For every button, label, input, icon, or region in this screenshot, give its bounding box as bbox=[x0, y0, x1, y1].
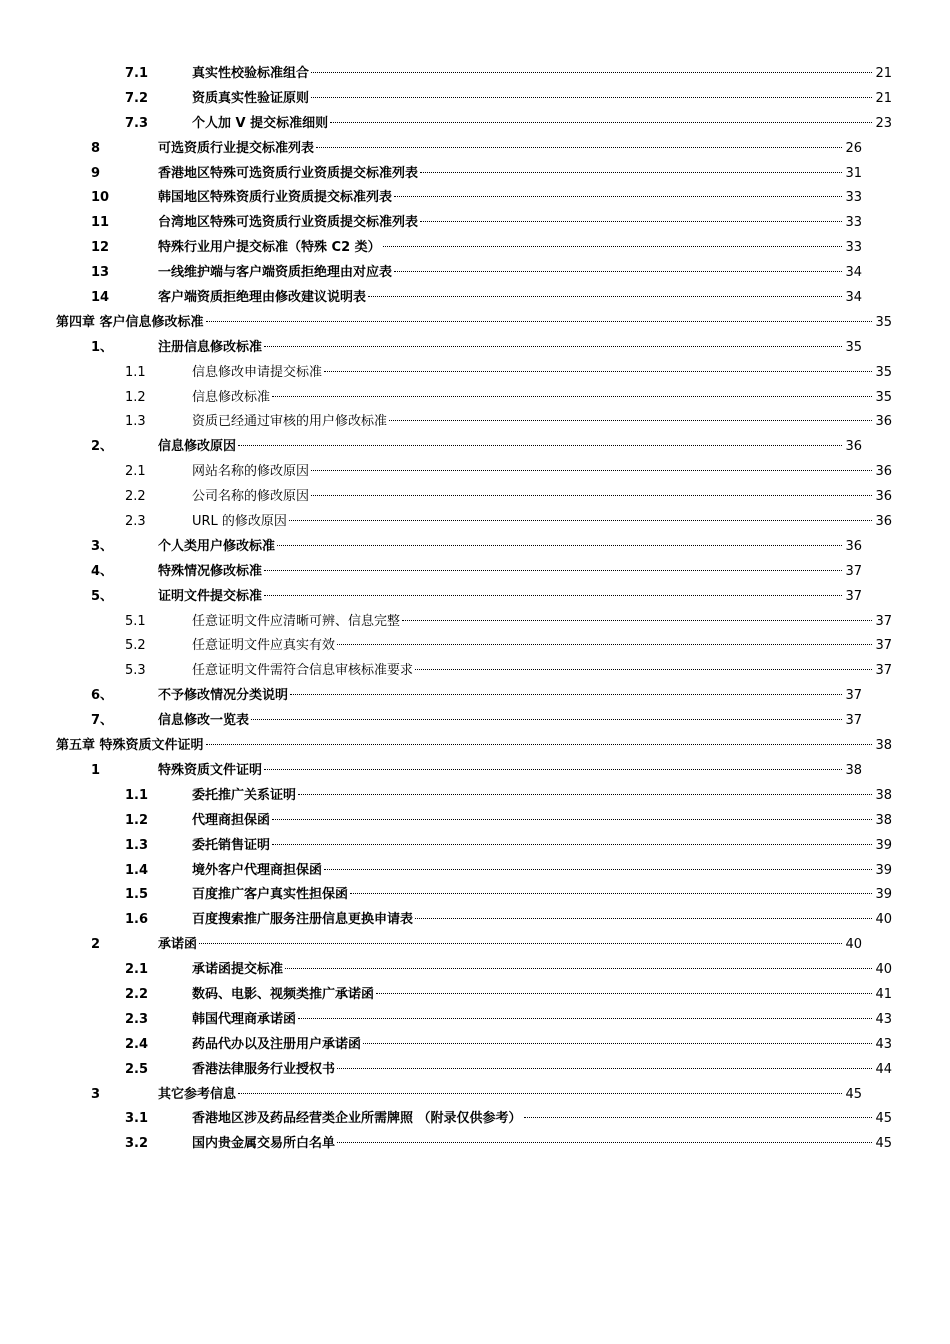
toc-entry[interactable] bbox=[0, 908, 950, 933]
toc-entry-number: 9 bbox=[91, 165, 101, 181]
toc-entry-title: 真实性校验标准组合 bbox=[192, 66, 310, 81]
toc-entry-line bbox=[192, 784, 892, 809]
toc-entry-page: 35 bbox=[875, 389, 892, 405]
toc-entry-number: 5.1 bbox=[125, 613, 146, 629]
dot-leader bbox=[290, 694, 842, 695]
toc-entry-title: 客户端资质拒绝理由修改建议说明表 bbox=[158, 290, 367, 306]
dot-leader bbox=[272, 844, 872, 845]
dot-leader bbox=[264, 346, 842, 347]
toc-entry-number: 1.2 bbox=[125, 812, 149, 828]
dot-leader bbox=[324, 869, 872, 870]
toc-entry-title: 信息修改标准 bbox=[192, 389, 271, 405]
dot-leader bbox=[298, 794, 872, 795]
toc-entry-title: 国内贵金属交易所白名单 bbox=[192, 1136, 336, 1152]
toc-entry-title: 可选资质行业提交标准列表 bbox=[158, 140, 315, 156]
dot-leader bbox=[264, 570, 842, 571]
toc-entry-number: 1.1 bbox=[125, 364, 146, 380]
dot-leader bbox=[311, 97, 872, 98]
toc-entry-page: 33 bbox=[845, 240, 862, 256]
toc-entry-line bbox=[192, 112, 892, 137]
toc-entry-line bbox=[192, 386, 892, 411]
toc-entry-title: 百度推广客户真实性担保函 bbox=[192, 887, 349, 903]
toc-entry-title: 个人类用户修改标准 bbox=[158, 538, 276, 554]
toc-entry-title: 任意证明文件应真实有效 bbox=[192, 638, 336, 654]
toc-entry-number: 1.3 bbox=[125, 414, 146, 430]
toc-entry-page: 26 bbox=[845, 140, 862, 156]
dot-leader bbox=[316, 147, 842, 148]
toc-entry-title: 委托销售证明 bbox=[192, 837, 271, 853]
toc-entry-page: 39 bbox=[875, 862, 892, 878]
toc-entry-title: 资质已经通过审核的用户修改标准 bbox=[192, 414, 388, 430]
toc-entry[interactable] bbox=[0, 933, 950, 958]
toc-entry-title: 第五章 特殊资质文件证明 bbox=[56, 738, 204, 754]
toc-entry-line bbox=[192, 958, 892, 983]
toc-entry-title: 台湾地区特殊可选资质行业资质提交标准列表 bbox=[158, 215, 419, 231]
dot-leader bbox=[394, 271, 842, 272]
dot-leader bbox=[363, 1043, 872, 1044]
toc-entry-title: URL 的修改原因 bbox=[192, 514, 287, 530]
toc-entry-page: 37 bbox=[875, 638, 892, 654]
toc-entry-title: 香港法律服务行业授权书 bbox=[192, 1061, 336, 1077]
dot-leader bbox=[402, 620, 872, 621]
toc-entry[interactable] bbox=[0, 883, 950, 908]
dot-leader bbox=[264, 595, 842, 596]
toc-entry-number: 13 bbox=[91, 265, 110, 281]
toc-entry[interactable] bbox=[0, 162, 950, 187]
toc-entry-page: 35 bbox=[845, 339, 862, 355]
toc-entry-line bbox=[158, 585, 862, 610]
dot-leader bbox=[337, 1142, 872, 1143]
toc-entry-line bbox=[192, 883, 892, 908]
toc-entry-number: 14 bbox=[91, 290, 110, 306]
toc-entry-title: 第四章 客户信息修改标准 bbox=[56, 314, 204, 330]
toc-entry-title: 承诺函 bbox=[158, 937, 198, 953]
toc-entry-number: 2.2 bbox=[125, 489, 146, 505]
dot-leader bbox=[277, 545, 842, 546]
toc-entry-line bbox=[158, 535, 862, 560]
toc-entry-number: 3 bbox=[91, 1086, 101, 1102]
toc-entry-title: 承诺函提交标准 bbox=[192, 962, 284, 978]
toc-entry-page: 36 bbox=[875, 414, 892, 430]
toc-entry-title: 韩国代理商承诺函 bbox=[192, 1011, 297, 1027]
toc-entry-line bbox=[192, 859, 892, 884]
toc-entry-title: 其它参考信息 bbox=[158, 1086, 237, 1102]
toc-entry-title: 代理商担保函 bbox=[192, 812, 271, 828]
toc-entry-title: 网站名称的修改原因 bbox=[192, 464, 310, 480]
toc-entry-number: 5、 bbox=[91, 588, 114, 604]
toc-entry-page: 35 bbox=[875, 314, 892, 330]
toc-entry-number: 7.2 bbox=[125, 90, 149, 106]
toc-entry-line bbox=[158, 137, 862, 162]
toc-entry[interactable] bbox=[0, 1083, 950, 1108]
toc-entry-line bbox=[192, 485, 892, 510]
dot-leader bbox=[311, 72, 872, 73]
dot-leader bbox=[264, 769, 842, 770]
dot-leader bbox=[238, 1093, 842, 1094]
toc-entry-title: 香港地区特殊可选资质行业资质提交标准列表 bbox=[158, 165, 419, 181]
toc-entry-page: 21 bbox=[875, 90, 892, 106]
toc-entry-number: 1.5 bbox=[125, 887, 149, 903]
toc-entry-page: 37 bbox=[845, 688, 862, 704]
toc-entry-line bbox=[158, 684, 862, 709]
toc-entry[interactable] bbox=[0, 834, 950, 859]
dot-leader bbox=[337, 1068, 872, 1069]
toc-entry-number: 3.2 bbox=[125, 1136, 149, 1152]
dot-leader bbox=[368, 296, 842, 297]
toc-entry-number: 7、 bbox=[91, 713, 114, 729]
toc-entry-title: 个人加 V 提交标准细则 bbox=[192, 115, 329, 131]
toc-entry[interactable] bbox=[0, 336, 950, 361]
toc-entry-number: 5.3 bbox=[125, 663, 146, 679]
toc-entry-number: 7.3 bbox=[125, 115, 149, 131]
toc-entry-page: 34 bbox=[845, 290, 862, 306]
toc-entry-number: 1 bbox=[91, 762, 101, 778]
toc-entry-number: 2 bbox=[91, 937, 101, 953]
toc-entry[interactable] bbox=[0, 535, 950, 560]
table-of-contents bbox=[0, 62, 950, 1157]
toc-entry[interactable] bbox=[0, 62, 950, 87]
toc-entry[interactable] bbox=[0, 311, 950, 336]
toc-entry-line bbox=[192, 834, 892, 859]
dot-leader bbox=[206, 321, 873, 322]
toc-entry-title: 一线维护端与客户端资质拒绝理由对应表 bbox=[158, 265, 393, 281]
dot-leader bbox=[272, 819, 872, 820]
dot-leader bbox=[389, 420, 872, 421]
toc-entry-line bbox=[192, 1008, 892, 1033]
toc-entry[interactable] bbox=[0, 410, 950, 435]
dot-leader bbox=[251, 719, 842, 720]
dot-leader bbox=[285, 968, 872, 969]
toc-entry[interactable] bbox=[0, 634, 950, 659]
toc-entry[interactable] bbox=[0, 186, 950, 211]
toc-entry-line bbox=[192, 610, 892, 635]
toc-entry[interactable] bbox=[0, 1132, 950, 1157]
toc-entry-page: 43 bbox=[875, 1011, 892, 1027]
toc-entry-title: 数码、电影、视频类推广承诺函 bbox=[192, 986, 375, 1002]
toc-entry-number: 5.2 bbox=[125, 638, 146, 654]
dot-leader bbox=[289, 520, 873, 521]
toc-entry-page: 35 bbox=[875, 364, 892, 380]
toc-entry-line bbox=[192, 510, 892, 535]
toc-entry-page: 37 bbox=[845, 588, 862, 604]
toc-entry-page: 37 bbox=[845, 713, 862, 729]
dot-leader bbox=[350, 893, 872, 894]
toc-entry-number: 1.3 bbox=[125, 837, 149, 853]
toc-entry-title: 信息修改一览表 bbox=[158, 713, 250, 729]
dot-leader bbox=[272, 396, 872, 397]
dot-leader bbox=[524, 1117, 873, 1118]
toc-entry-title: 韩国地区特殊资质行业资质提交标准列表 bbox=[158, 190, 393, 206]
toc-entry-page: 21 bbox=[875, 66, 892, 81]
toc-entry-page: 43 bbox=[875, 1036, 892, 1052]
toc-entry-number: 8 bbox=[91, 140, 101, 156]
toc-entry-number: 2.1 bbox=[125, 962, 149, 978]
toc-entry[interactable] bbox=[0, 435, 950, 460]
dot-leader bbox=[420, 221, 842, 222]
toc-entry-page: 37 bbox=[875, 613, 892, 629]
toc-entry[interactable] bbox=[0, 809, 950, 834]
toc-entry-number: 2、 bbox=[91, 439, 114, 455]
toc-entry-page: 39 bbox=[875, 837, 892, 853]
toc-entry-title: 特殊资质文件证明 bbox=[158, 762, 263, 778]
toc-entry-title: 任意证明文件应清晰可辨、信息完整 bbox=[192, 613, 401, 629]
toc-entry-page: 36 bbox=[845, 538, 862, 554]
toc-entry-number: 12 bbox=[91, 240, 110, 256]
toc-entry-line bbox=[192, 361, 892, 386]
toc-entry[interactable] bbox=[0, 460, 950, 485]
toc-entry-number: 3.1 bbox=[125, 1111, 149, 1127]
dot-leader bbox=[415, 669, 872, 670]
dot-leader bbox=[394, 196, 842, 197]
toc-entry-line bbox=[192, 983, 892, 1008]
toc-entry-number: 1.2 bbox=[125, 389, 146, 405]
toc-entry-title: 境外客户代理商担保函 bbox=[192, 862, 323, 878]
toc-entry-page: 38 bbox=[845, 762, 862, 778]
toc-entry-number: 7.1 bbox=[125, 66, 149, 81]
toc-entry-number: 1.6 bbox=[125, 912, 149, 928]
dot-leader bbox=[311, 495, 872, 496]
toc-entry[interactable] bbox=[0, 684, 950, 709]
toc-entry[interactable] bbox=[0, 859, 950, 884]
toc-entry-page: 38 bbox=[875, 787, 892, 803]
dot-leader bbox=[337, 644, 872, 645]
toc-entry-line bbox=[158, 933, 862, 958]
toc-entry-line bbox=[158, 1083, 862, 1108]
toc-entry[interactable] bbox=[0, 211, 950, 236]
toc-entry-number: 1、 bbox=[91, 339, 114, 355]
toc-entry-title: 香港地区涉及药品经营类企业所需牌照 （附录仅供参考） bbox=[192, 1111, 522, 1127]
toc-entry-page: 36 bbox=[845, 439, 862, 455]
toc-entry-line bbox=[158, 236, 862, 261]
toc-entry-page: 45 bbox=[875, 1111, 892, 1127]
toc-entry-line bbox=[158, 261, 862, 286]
toc-entry[interactable] bbox=[0, 137, 950, 162]
toc-entry-line bbox=[56, 734, 892, 759]
dot-leader bbox=[324, 371, 872, 372]
toc-entry-number: 6、 bbox=[91, 688, 114, 704]
toc-entry[interactable] bbox=[0, 1058, 950, 1083]
toc-entry-page: 37 bbox=[875, 663, 892, 679]
toc-entry-line bbox=[192, 410, 892, 435]
toc-entry[interactable] bbox=[0, 510, 950, 535]
toc-entry-line bbox=[192, 1107, 892, 1132]
dot-leader bbox=[330, 122, 872, 123]
toc-entry-title: 特殊情况修改标准 bbox=[158, 563, 263, 579]
toc-entry-number: 1.4 bbox=[125, 862, 149, 878]
toc-entry-line bbox=[192, 1033, 892, 1058]
toc-entry[interactable] bbox=[0, 759, 950, 784]
toc-entry-title: 注册信息修改标准 bbox=[158, 339, 263, 355]
toc-entry-line bbox=[192, 659, 892, 684]
toc-entry-line bbox=[158, 186, 862, 211]
toc-entry-number: 11 bbox=[91, 215, 110, 231]
toc-entry-number: 2.3 bbox=[125, 514, 146, 530]
toc-entry-page: 39 bbox=[875, 887, 892, 903]
toc-entry-number: 3、 bbox=[91, 538, 114, 554]
toc-entry[interactable] bbox=[0, 1033, 950, 1058]
toc-entry-line bbox=[158, 709, 862, 734]
toc-entry-number: 2.5 bbox=[125, 1061, 149, 1077]
toc-entry-title: 信息修改原因 bbox=[158, 439, 237, 455]
dot-leader bbox=[238, 445, 842, 446]
toc-entry-line bbox=[158, 211, 862, 236]
toc-entry[interactable] bbox=[0, 286, 950, 311]
toc-entry-line bbox=[192, 908, 892, 933]
toc-entry-page: 34 bbox=[845, 265, 862, 281]
toc-entry-title: 证明文件提交标准 bbox=[158, 588, 263, 604]
toc-entry-title: 信息修改申请提交标准 bbox=[192, 364, 323, 380]
toc-entry-number: 2.4 bbox=[125, 1036, 149, 1052]
toc-entry-number: 1.1 bbox=[125, 787, 149, 803]
toc-entry-number: 4、 bbox=[91, 563, 114, 579]
dot-leader bbox=[376, 993, 872, 994]
dot-leader bbox=[206, 744, 873, 745]
toc-entry-page: 38 bbox=[875, 812, 892, 828]
toc-entry-title: 特殊行业用户提交标准（特殊 C2 类） bbox=[158, 240, 381, 256]
toc-entry-title: 任意证明文件需符合信息审核标准要求 bbox=[192, 663, 414, 679]
toc-entry-page: 31 bbox=[845, 165, 862, 181]
toc-entry[interactable] bbox=[0, 485, 950, 510]
dot-leader bbox=[199, 943, 842, 944]
toc-entry[interactable] bbox=[0, 1008, 950, 1033]
toc-entry-number: 2.3 bbox=[125, 1011, 149, 1027]
toc-entry-title: 药品代办以及注册用户承诺函 bbox=[192, 1036, 362, 1052]
toc-entry[interactable] bbox=[0, 560, 950, 585]
toc-entry[interactable] bbox=[0, 87, 950, 112]
dot-leader bbox=[415, 918, 872, 919]
toc-entry-line bbox=[192, 1132, 892, 1157]
toc-entry-line bbox=[158, 336, 862, 361]
toc-entry-line bbox=[56, 311, 892, 336]
toc-entry-page: 33 bbox=[845, 190, 862, 206]
toc-entry-page: 23 bbox=[875, 115, 892, 131]
toc-entry-page: 45 bbox=[875, 1136, 892, 1152]
toc-entry-number: 2.2 bbox=[125, 986, 149, 1002]
toc-entry-line bbox=[192, 62, 892, 87]
dot-leader bbox=[311, 470, 872, 471]
toc-entry-title: 百度搜索推广服务注册信息更换申请表 bbox=[192, 912, 414, 928]
dot-leader bbox=[420, 172, 842, 173]
toc-entry-line bbox=[158, 560, 862, 585]
toc-entry-line bbox=[158, 286, 862, 311]
dot-leader bbox=[298, 1018, 872, 1019]
toc-entry-page: 40 bbox=[875, 912, 892, 928]
toc-entry-page: 45 bbox=[845, 1086, 862, 1102]
toc-entry[interactable] bbox=[0, 261, 950, 286]
toc-entry[interactable] bbox=[0, 734, 950, 759]
toc-entry[interactable] bbox=[0, 610, 950, 635]
toc-entry-page: 44 bbox=[875, 1061, 892, 1077]
toc-entry-page: 38 bbox=[875, 738, 892, 754]
toc-entry-line bbox=[192, 460, 892, 485]
toc-entry[interactable] bbox=[0, 983, 950, 1008]
toc-entry-title: 不予修改情况分类说明 bbox=[158, 688, 289, 704]
toc-entry-line bbox=[158, 759, 862, 784]
toc-entry-title: 资质真实性验证原则 bbox=[192, 90, 310, 106]
toc-entry-page: 36 bbox=[875, 489, 892, 505]
toc-entry[interactable] bbox=[0, 958, 950, 983]
toc-entry[interactable] bbox=[0, 386, 950, 411]
toc-entry[interactable] bbox=[0, 709, 950, 734]
toc-entry-title: 委托推广关系证明 bbox=[192, 787, 297, 803]
dot-leader bbox=[383, 246, 843, 247]
toc-entry-page: 40 bbox=[845, 937, 862, 953]
toc-entry[interactable] bbox=[0, 1107, 950, 1132]
toc-entry-page: 41 bbox=[875, 986, 892, 1002]
toc-entry-page: 36 bbox=[875, 464, 892, 480]
toc-entry-line bbox=[192, 87, 892, 112]
toc-entry-page: 36 bbox=[875, 514, 892, 530]
toc-entry[interactable] bbox=[0, 361, 950, 386]
toc-entry-line bbox=[158, 162, 862, 187]
toc-entry-number: 10 bbox=[91, 190, 110, 206]
toc-entry[interactable] bbox=[0, 585, 950, 610]
toc-entry[interactable] bbox=[0, 784, 950, 809]
toc-entry-number: 2.1 bbox=[125, 464, 146, 480]
toc-entry[interactable] bbox=[0, 236, 950, 261]
toc-entry-title: 公司名称的修改原因 bbox=[192, 489, 310, 505]
toc-entry[interactable] bbox=[0, 112, 950, 137]
toc-entry-line bbox=[158, 435, 862, 460]
toc-entry[interactable] bbox=[0, 659, 950, 684]
toc-entry-line bbox=[192, 1058, 892, 1083]
toc-entry-page: 40 bbox=[875, 962, 892, 978]
toc-entry-page: 33 bbox=[845, 215, 862, 231]
toc-entry-page: 37 bbox=[845, 563, 862, 579]
toc-entry-line bbox=[192, 809, 892, 834]
toc-entry-line bbox=[192, 634, 892, 659]
